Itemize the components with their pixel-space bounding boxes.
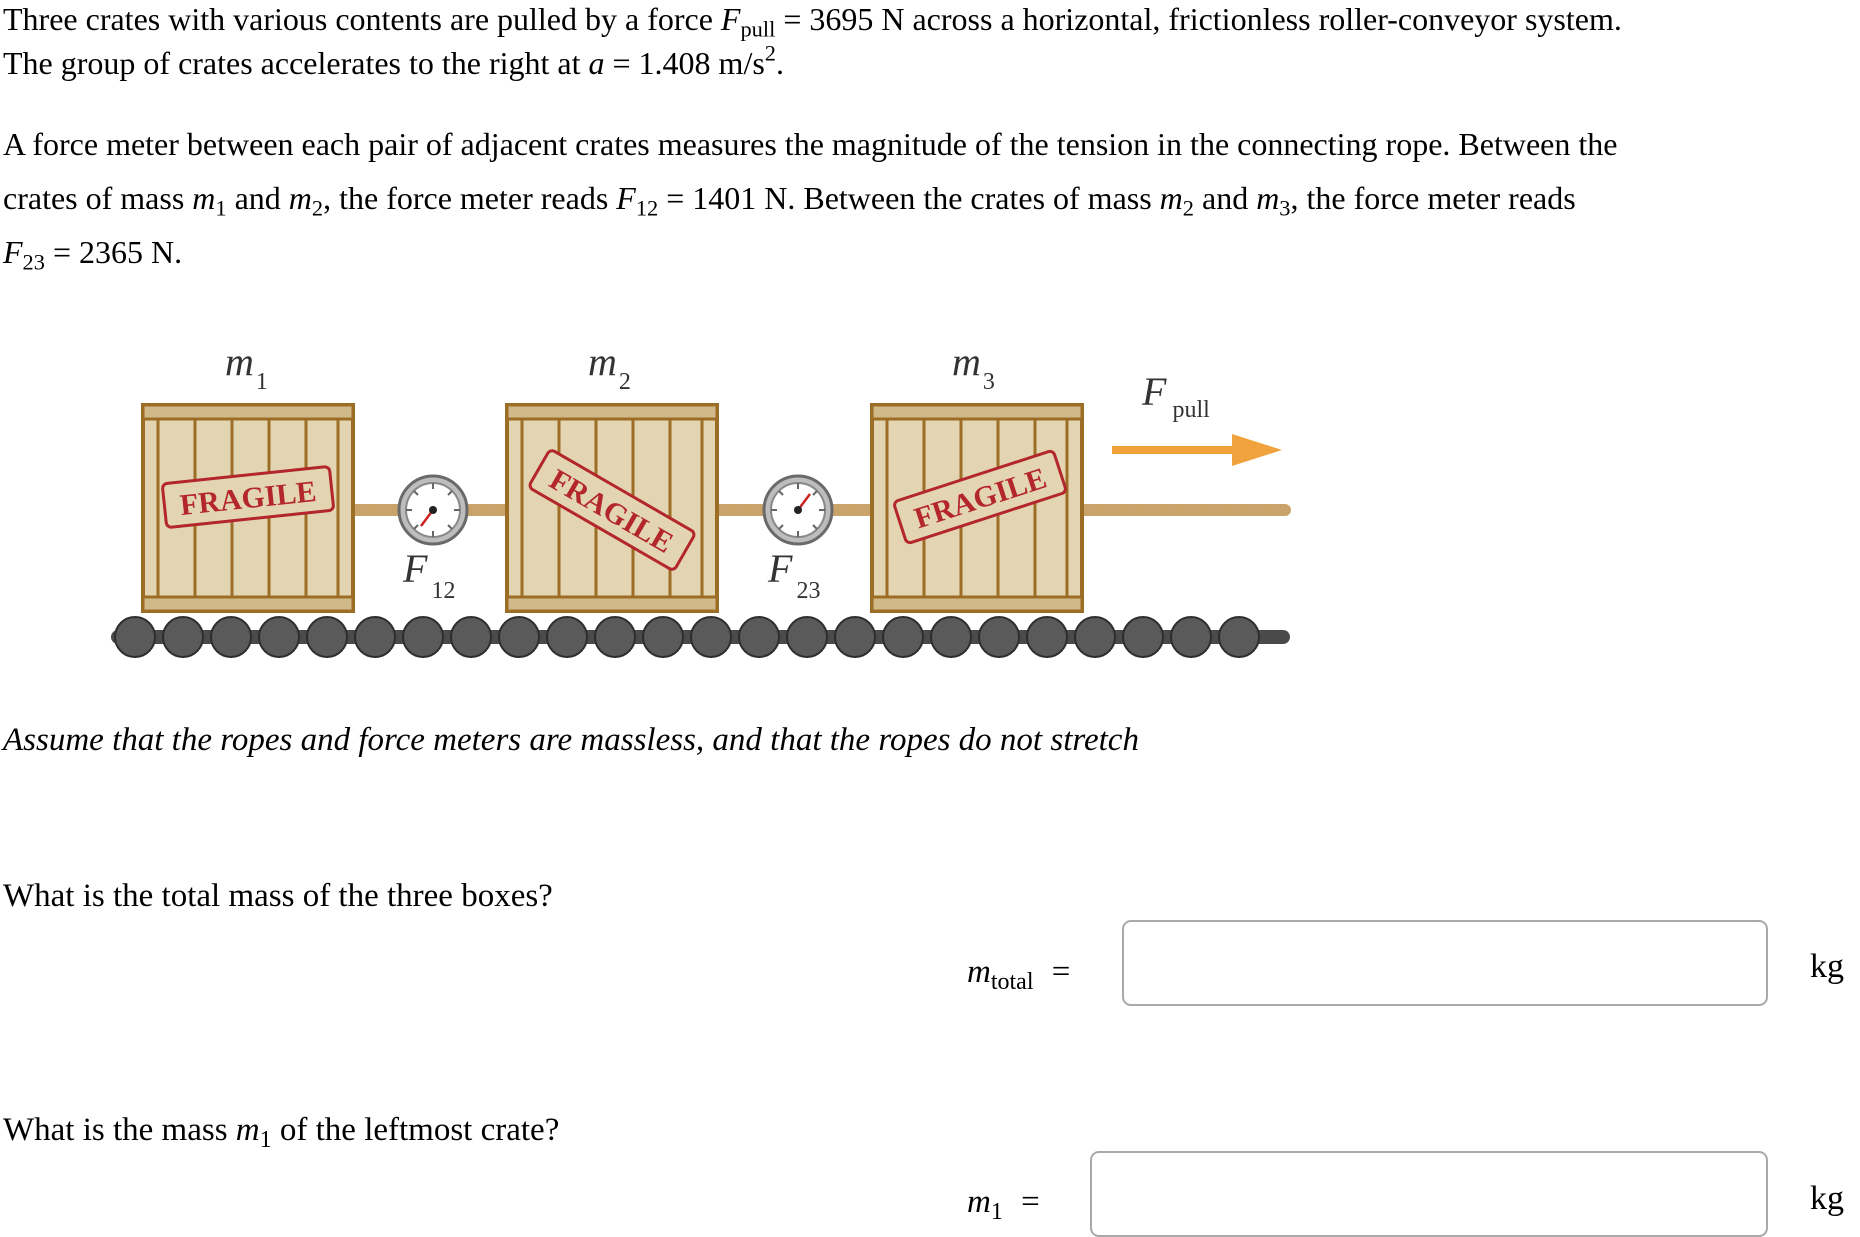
symbol-a: a (588, 45, 605, 81)
symbol-f: F (720, 1, 741, 37)
force-meter-23 (764, 476, 832, 544)
subscript: 2 (1182, 195, 1194, 221)
problem-text: . (775, 45, 784, 81)
mass-label-m1: $m_1$ (225, 339, 268, 395)
answer-label-m1 (967, 1184, 1040, 1226)
roller (547, 617, 587, 657)
question-2-text (3, 1112, 560, 1154)
roller (739, 617, 779, 657)
stamp-text: FRAGILE (178, 474, 318, 523)
meter-label-f23: F $_{23}$ (768, 546, 821, 604)
roller (787, 617, 827, 657)
roller (115, 617, 155, 657)
unit-label: kg (1810, 948, 1844, 985)
problem-text: and (226, 180, 289, 216)
problem-text: = 2365 N. (44, 234, 183, 270)
symbol-m: m (967, 1184, 991, 1220)
problem-text: , the force meter reads (1290, 180, 1576, 216)
roller (835, 617, 875, 657)
pull-label: F $_{pull}$ (1142, 369, 1210, 423)
subscript: total (990, 969, 1034, 996)
subscript: 12 (635, 195, 659, 221)
problem-text: = 1.408 m/s (604, 45, 765, 81)
roller (1219, 617, 1259, 657)
pull-arrow (1112, 434, 1282, 466)
mass-label-m2: $m_2$ (588, 339, 631, 395)
assumption-note: Assume that the ropes and force meters are massless, and that the ropes do not stretch (3, 722, 1139, 758)
roller (307, 617, 347, 657)
roller (883, 617, 923, 657)
roller (1075, 617, 1115, 657)
roller (1123, 617, 1163, 657)
subscript: 2 (311, 195, 324, 221)
roller-conveyor (115, 617, 1283, 657)
superscript: 2 (764, 40, 776, 66)
symbol-m: m (1159, 180, 1183, 216)
problem-line-3: A force meter between each pair of adjacent crates measures the magnitude of the tension in the connecting rope. Between the (3, 126, 1618, 162)
crates-diagram (0, 330, 1300, 670)
symbol-m: m (235, 1112, 260, 1148)
roller (643, 617, 683, 657)
problem-text: = 3695 N across a horizontal, frictionless roller-conveyor system. (775, 1, 1622, 37)
problem-line-2 (3, 36, 784, 91)
symbol-m: m (1256, 180, 1280, 216)
roller (595, 617, 635, 657)
subscript: 1 (990, 1199, 1003, 1226)
problem-text: The group of crates accelerates to the right at (3, 45, 589, 81)
roller (1027, 617, 1067, 657)
question-1-text: What is the total mass of the three boxes? (3, 878, 553, 914)
stamp-text: FRAGILE (543, 462, 679, 560)
roller (691, 617, 731, 657)
roller (499, 617, 539, 657)
roller (931, 617, 971, 657)
problem-text: = 1401 N. Between the crates of mass (658, 180, 1160, 216)
meter-label-f12: F $_{12}$ (403, 546, 456, 604)
roller (211, 617, 251, 657)
answer-label-mtotal (967, 954, 1071, 996)
roller (451, 617, 491, 657)
m1-input[interactable] (1090, 1151, 1768, 1237)
problem-text: crates of mass (3, 180, 193, 216)
roller (259, 617, 299, 657)
roller (1171, 617, 1211, 657)
roller (163, 617, 203, 657)
force-meter-12 (399, 476, 467, 544)
subscript: 3 (1279, 195, 1291, 221)
equals-sign: = (1043, 954, 1071, 990)
problem-text: Three crates with various contents are pulled by a force (3, 1, 721, 37)
crate-3 (872, 405, 1082, 611)
roller (355, 617, 395, 657)
subscript: pull (740, 16, 776, 42)
question-text: of the leftmost crate? (271, 1112, 560, 1148)
subscript: 1 (215, 195, 227, 221)
equals-sign: = (1012, 1184, 1040, 1220)
roller (979, 617, 1019, 657)
symbol-f: F (3, 234, 23, 270)
question-text: What is the mass (3, 1112, 236, 1148)
symbol-f: F (616, 180, 636, 216)
symbol-m: m (967, 954, 991, 990)
roller (403, 617, 443, 657)
subscript: 1 (259, 1127, 272, 1154)
crate-2 (507, 405, 717, 611)
problem-line-5 (3, 225, 182, 280)
subscript: 23 (22, 249, 45, 275)
mass-label-m3: $m_3$ (952, 339, 995, 395)
mtotal-input[interactable] (1122, 920, 1768, 1006)
problem-line-4 (3, 171, 1576, 226)
symbol-m: m (288, 180, 312, 216)
unit-label: kg (1810, 1180, 1844, 1217)
problem-text: , the force meter reads (323, 180, 617, 216)
crate-1 (143, 405, 353, 611)
problem-text: and (1193, 180, 1257, 216)
stamp-text: FRAGILE (910, 461, 1051, 536)
symbol-m: m (192, 180, 216, 216)
